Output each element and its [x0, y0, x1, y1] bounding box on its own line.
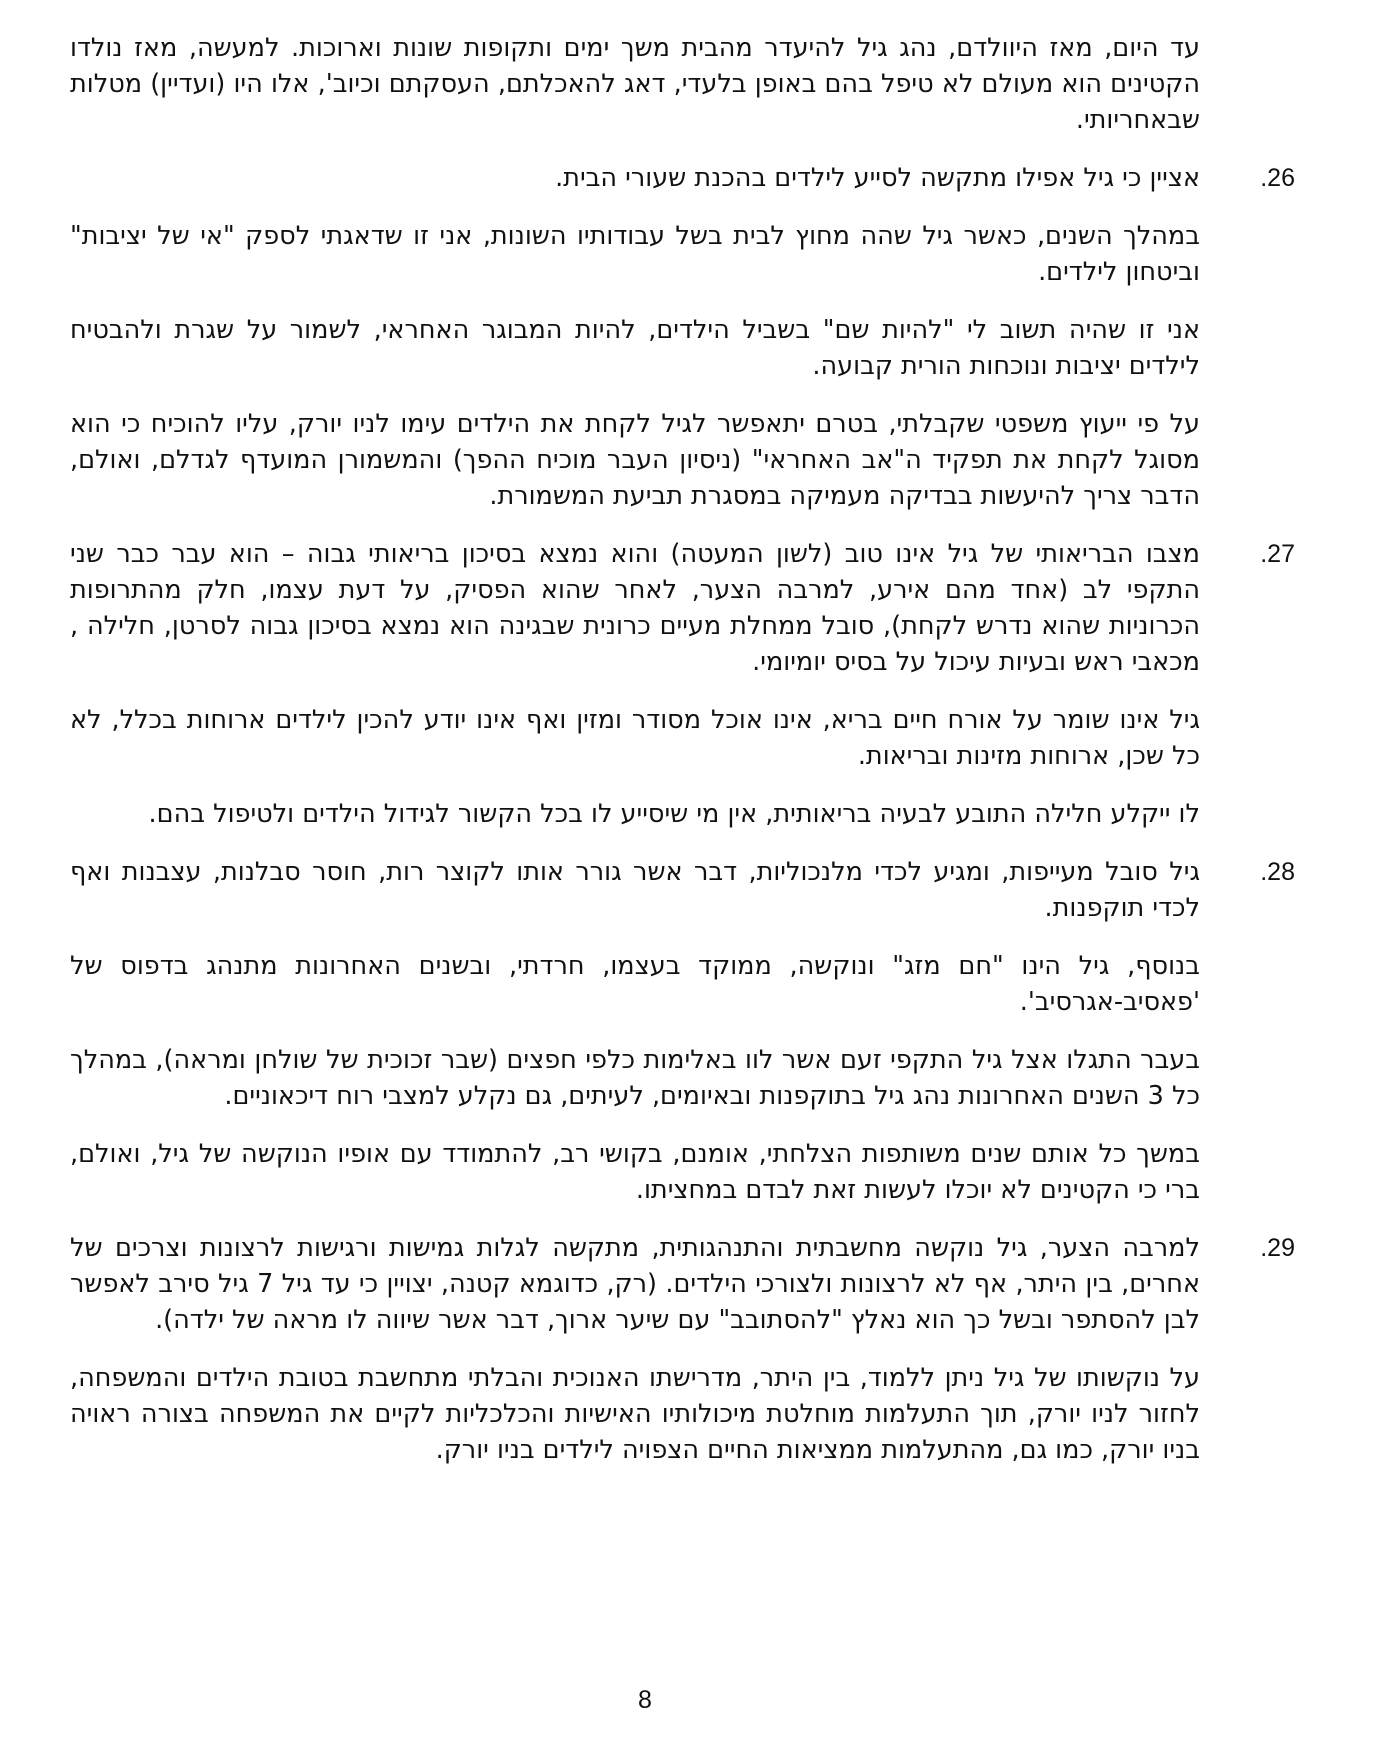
paragraph-text: לו ייקלע חלילה התובע לבעיה בריאותית, אין מי שיסייע לו בכל הקשור לגידול הילדים ולטיפול בהם. [148, 799, 1200, 829]
paragraph [40, 218, 1295, 290]
paragraph [40, 536, 1295, 680]
paragraph-text: למרבה הצער, גיל נוקשה מחשבתית והתנהגותית, מתקשה לגלות גמישות ורגישות לרצונות וצרכים של אחרים, בין היתר, אף לא לרצונות ולצורכי הילדים. (רק, כדוגמא קטנה, יצויין כי עד גיל 7 גיל סירב לאפשר לבן להסתפר ובשל כך הוא נאלץ "להסתובב" עם שיער ארוך, דבר אשר שיווה לו מראה של ילדה). [70, 1233, 1200, 1335]
paragraph [40, 796, 1295, 832]
paragraph-text: גיל סובל מעייפות, ומגיע לכדי מלנכוליות, דבר אשר גורר אותו לקוצר רות, חוסר סבלנות, עצבנות ואף לכדי תוקפנות. [70, 857, 1200, 923]
paragraph-text: אציין כי גיל אפילו מתקשה לסייע לילדים בהכנת שעורי הבית. [555, 163, 1200, 193]
paragraph [40, 1136, 1295, 1208]
paragraph-text: על נוקשותו של גיל ניתן ללמוד, בין היתר, מדרישתו האנוכית והבלתי מתחשבת בטובת הילדים והמשפחה, לחזור לניו יורק, תוך התעלמות מוחלטת מיכולותיו האישיות והכלכליות לקיים את המשפחה בצורה ראויה בניו יורק, כמו גם, מהתעלמות ממציאות החיים הצפויה לילדים בניו יורק. [70, 1363, 1200, 1465]
paragraph [40, 1230, 1295, 1338]
paragraph-number: .29 [1260, 1234, 1295, 1262]
paragraph-text: עד היום, מאז היוולדם, נהג גיל להיעדר מהבית משך ימים ותקופות שונות וארוכות. למעשה, מאז נולדו הקטינים הוא מעולם לא טיפל בהם באופן בלעדי, דאג להאכלתם, העסקתם וכיוב', אלו היו (ועדיין) מטלות שבאחריותי. [70, 33, 1200, 135]
paragraph-text: במהלך השנים, כאשר גיל שהה מחוץ לבית בשל עבודותיו השונות, אני זו שדאגתי לספק "אי של יציבות" וביטחון לילדים. [70, 221, 1200, 287]
paragraph [40, 160, 1295, 196]
paragraph-text: במשך כל אותם שנים משותפות הצלחתי, אומנם, בקושי רב, להתמודד עם אופיו הנוקשה של גיל, ואולם, ברי כי הקטינים לא יוכלו לעשות זאת לבדם במחציתו. [70, 1139, 1200, 1205]
document-body [40, 30, 1295, 1490]
paragraph [40, 406, 1295, 514]
paragraph [40, 854, 1295, 926]
paragraph-number: .26 [1260, 164, 1295, 192]
page-number: 8 [638, 1686, 652, 1714]
paragraph-number: .28 [1260, 858, 1295, 886]
paragraph [40, 30, 1295, 138]
paragraph [40, 948, 1295, 1020]
paragraph-text: בנוסף, גיל הינו "חם מזג" ונוקשה, ממוקד בעצמו, חרדתי, ובשנים האחרונות מתנהג בדפוס של 'פאסיב-אגרסיב'. [70, 951, 1200, 1017]
paragraph [40, 1360, 1295, 1468]
paragraph-text: על פי ייעוץ משפטי שקבלתי, בטרם יתאפשר לגיל לקחת את הילדים עימו לניו יורק, עליו להוכיח כי הוא מסוגל לקחת את תפקיד ה"אב האחראי" (ניסיון העבר מוכיח ההפך) והמשמורן המועדף לגדלם, ואולם, הדבר צריך להיעשות בבדיקה מעמיקה במסגרת תביעת המשמורת. [70, 409, 1200, 511]
paragraph-text: גיל אינו שומר על אורח חיים בריא, אינו אוכל מסודר ומזין ואף אינו יודע להכין לילדים ארוחות בכלל, לא כל שכן, ארוחות מזינות ובריאות. [70, 705, 1200, 771]
paragraph-number: .27 [1260, 540, 1295, 568]
paragraph [40, 312, 1295, 384]
paragraph [40, 702, 1295, 774]
paragraph-text: בעבר התגלו אצל גיל התקפי זעם אשר לוו באלימות כלפי חפצים (שבר זכוכית של שולחן ומראה), במהלך כל 3 השנים האחרונות נהג גיל בתוקפנות ובאיומים, לעיתים, גם נקלע למצבי רוח דיכאוניים. [70, 1045, 1200, 1111]
paragraph-text: אני זו שהיה תשוב לי "להיות שם" בשביל הילדים, להיות המבוגר האחראי, לשמור על שגרת ולהבטיח לילדים יציבות ונוכחות הורית קבועה. [70, 315, 1200, 381]
paragraph-text: מצבו הבריאותי של גיל אינו טוב (לשון המעטה) והוא נמצא בסיכון בריאותי גבוה – הוא עבר כבר שני התקפי לב (אחד מהם אירע, למרבה הצער, לאחר שהוא הפסיק, על דעת עצמו, חלק מהתרופות הכרוניות שהוא נדרש לקחת), סובל ממחלת מעיים כרונית שבגינה הוא נמצא בסיכון גבוה לסרטן, חלילה , מכאבי ראש ובעיות עיכול על בסיס יומיומי. [70, 539, 1200, 677]
paragraph [40, 1042, 1295, 1114]
